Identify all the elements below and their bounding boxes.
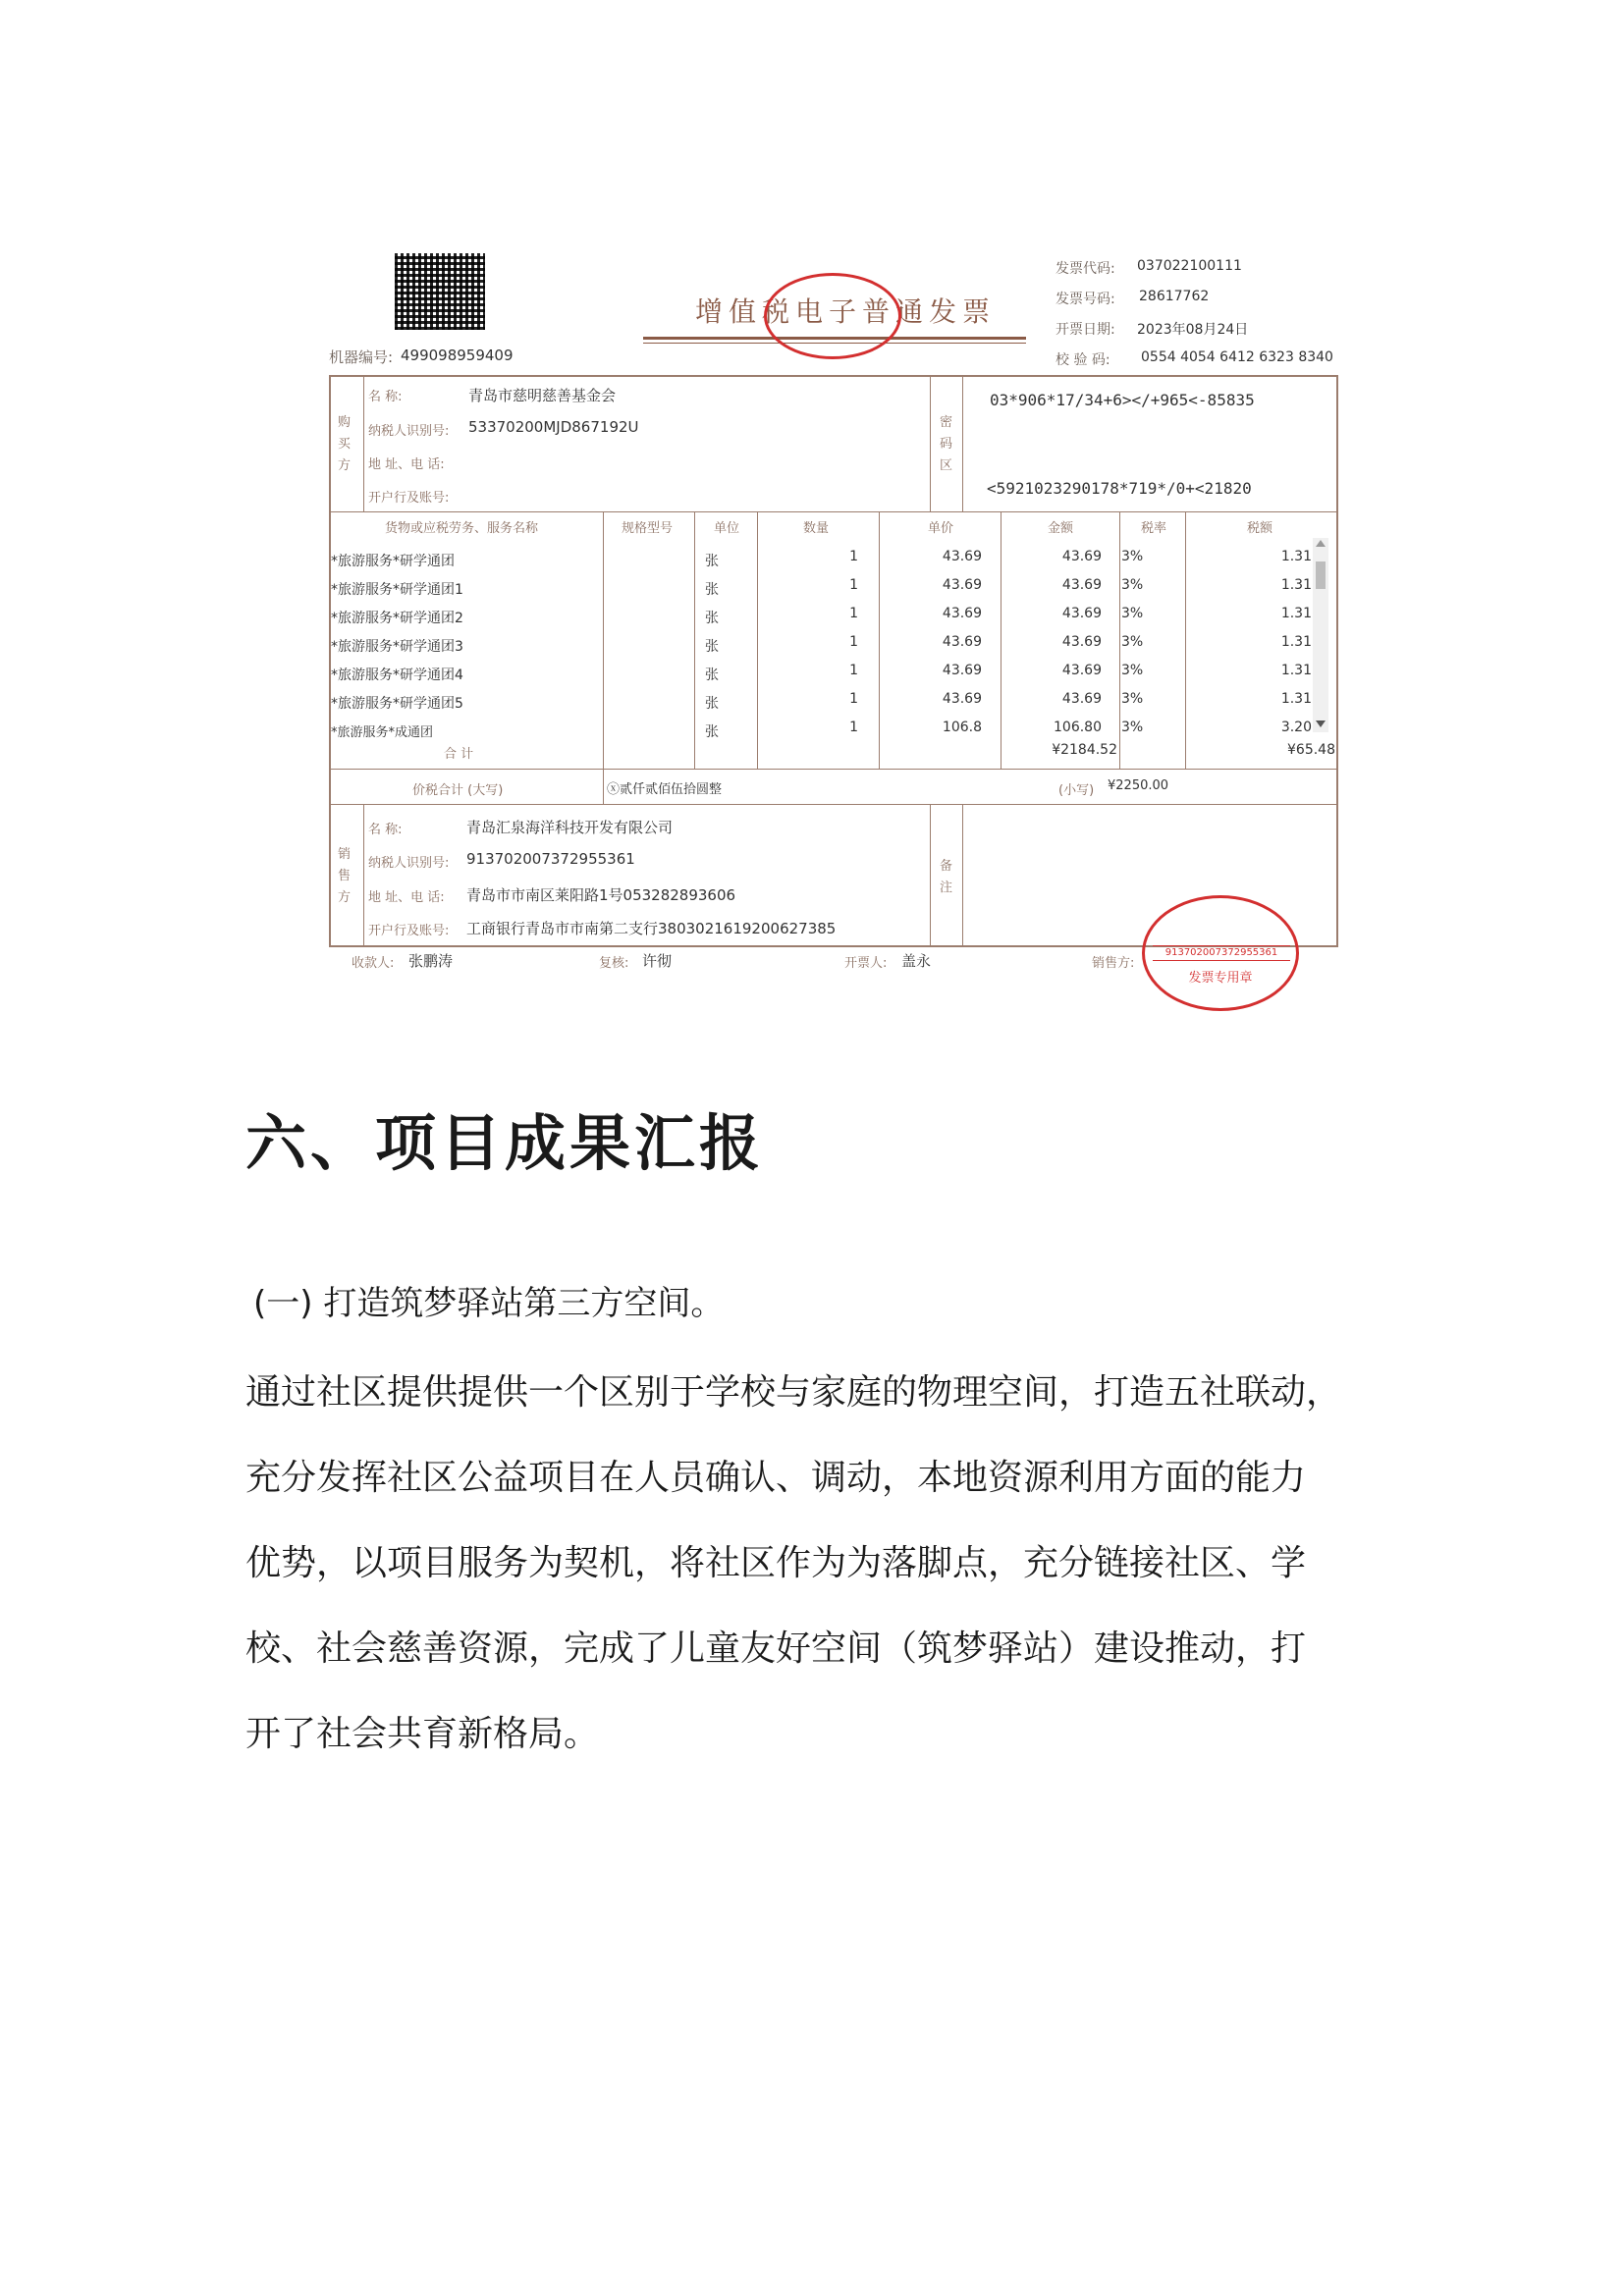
issue-date-label: 开票日期:	[1056, 322, 1115, 338]
item-name: *旅游服务*研学通团	[331, 554, 455, 569]
item-tax: 1.31	[1280, 634, 1312, 650]
item-tax: 1.31	[1280, 691, 1312, 707]
total-amount: ¥2184.52	[1052, 742, 1117, 758]
payee: 张鹏涛	[408, 952, 454, 970]
item-qty: 1	[849, 663, 858, 678]
item-tax: 1.31	[1280, 606, 1312, 621]
paragraph-line: 开了社会共育新格局。	[245, 1714, 600, 1754]
col-tax-header: 税额	[1247, 521, 1273, 536]
drawer: 盖永	[901, 952, 932, 970]
item-price: 43.69	[942, 634, 982, 650]
check-code: 0554 4054 6412 6323 8340	[1141, 349, 1333, 365]
item-unit: 张	[705, 667, 719, 683]
item-rate: 3%	[1121, 691, 1144, 707]
col-amount-header: 金额	[1048, 521, 1074, 536]
seller-addr-label: 地 址、电 话:	[368, 890, 445, 905]
item-rate: 3%	[1121, 720, 1144, 735]
cipher-line-2: <5921023290178*719*/0+<21820	[987, 479, 1252, 498]
invoice-seal	[1142, 895, 1299, 1011]
item-tax: 1.31	[1280, 577, 1312, 593]
invoice-title: 增值税电子普通发票	[695, 295, 997, 328]
item-rate: 3%	[1121, 663, 1144, 678]
check-code-label: 校 验 码:	[1056, 352, 1110, 368]
item-price: 43.69	[942, 691, 982, 707]
item-amount: 106.80	[1054, 720, 1102, 735]
item-price: 43.69	[942, 663, 982, 678]
item-price: 43.69	[942, 606, 982, 621]
item-unit: 张	[705, 724, 719, 740]
item-tax: 1.31	[1280, 549, 1312, 564]
item-qty: 1	[849, 634, 858, 650]
buyer-name-label: 名 称:	[368, 390, 403, 404]
item-qty: 1	[849, 691, 858, 707]
item-unit: 张	[705, 611, 719, 626]
machine-no-label: 机器编号:	[329, 348, 394, 366]
paragraph-line: 校、社会慈善资源，完成了儿童友好空间（筑梦驿站）建设推动，打	[245, 1629, 1307, 1669]
item-name: *旅游服务*研学通团1	[331, 582, 463, 598]
col-rate-header: 税率	[1141, 521, 1167, 536]
item-amount: 43.69	[1061, 691, 1102, 707]
col-name-header: 货物或应税劳务、服务名称	[385, 521, 539, 536]
seller-side-label: 销售方	[338, 847, 352, 905]
item-tax: 3.20	[1280, 720, 1312, 735]
machine-no: 499098959409	[401, 347, 514, 364]
invoice-number-label: 发票号码:	[1056, 292, 1115, 307]
item-unit: 张	[705, 639, 719, 655]
qr-code	[395, 253, 485, 330]
item-name: *旅游服务*研学通团3	[331, 639, 463, 655]
item-rate: 3%	[1121, 606, 1144, 621]
item-unit: 张	[705, 696, 719, 712]
item-qty: 1	[849, 549, 858, 564]
total-label: 合 计	[444, 747, 474, 762]
items-scrollbar[interactable]	[1313, 538, 1328, 732]
item-price: 106.8	[942, 720, 982, 735]
seller-name-label: 名 称:	[368, 823, 403, 837]
item-qty: 1	[849, 606, 858, 621]
scroll-up-arrow[interactable]	[1316, 540, 1326, 547]
buyer-name: 青岛市慈明慈善基金会	[468, 387, 617, 404]
item-name: *旅游服务*研学通团5	[331, 696, 463, 712]
buyer-tax-label: 纳税人识别号:	[368, 424, 450, 439]
paragraph-line: 通过社区提供提供一个区别于学校与家庭的物理空间，打造五社联动，	[245, 1372, 1342, 1413]
item-amount: 43.69	[1061, 634, 1102, 650]
grand-total-small-label: (小写)	[1058, 783, 1095, 798]
col-price-header: 单价	[928, 521, 954, 536]
seal-sub: 发票专用章	[1188, 971, 1253, 986]
invoice-number: 28617762	[1139, 289, 1210, 304]
item-name: *旅游服务*研学通团4	[331, 667, 463, 683]
item-amount: 43.69	[1061, 549, 1102, 564]
invoice-code-label: 发票代码:	[1056, 261, 1115, 277]
total-tax: ¥65.48	[1287, 742, 1335, 758]
scroll-thumb[interactable]	[1316, 561, 1326, 589]
col-spec-header: 规格型号	[622, 521, 674, 536]
issue-date: 2023年08月24日	[1137, 322, 1249, 338]
section-subheading: (一) 打造筑梦驿站第三方空间。	[253, 1284, 725, 1323]
item-qty: 1	[849, 720, 858, 735]
item-amount: 43.69	[1061, 577, 1102, 593]
paragraph-line: 优势，以项目服务为契机，将社区作为为落脚点，充分链接社区、学	[245, 1543, 1307, 1583]
item-price: 43.69	[942, 577, 982, 593]
item-rate: 3%	[1121, 634, 1144, 650]
grand-total-label: 价税合计 (大写)	[412, 783, 504, 798]
section-paragraph	[245, 1350, 1414, 1777]
item-amount: 43.69	[1061, 606, 1102, 621]
buyer-bank-label: 开户行及账号:	[368, 491, 450, 506]
seller-name: 青岛汇泉海洋科技开发有限公司	[466, 819, 674, 836]
col-qty-header: 数量	[803, 521, 830, 536]
seller-addr: 青岛市市南区莱阳路1号053282893606	[466, 886, 736, 904]
section-heading: 六、项目成果汇报	[245, 1107, 765, 1179]
grand-total-words: ⓧ贰仟贰佰伍拾圆整	[607, 782, 723, 797]
scroll-down-arrow[interactable]	[1316, 721, 1326, 727]
seller-bank-label: 开户行及账号:	[368, 924, 450, 938]
col-unit-header: 单位	[714, 521, 740, 536]
seal-number: 913702007372955361	[1153, 945, 1290, 961]
seller-bank: 工商银行青岛市市南第二支行3803021619200627385	[466, 920, 837, 937]
tax-bureau-stamp	[764, 273, 901, 359]
reviewer-label: 复核:	[599, 956, 629, 971]
reviewer: 许彻	[642, 952, 673, 970]
item-unit: 张	[705, 582, 719, 598]
item-name: *旅游服务*研学通团2	[331, 611, 463, 626]
item-unit: 张	[705, 554, 719, 569]
item-rate: 3%	[1121, 549, 1144, 564]
buyer-side-label: 购买方	[338, 415, 352, 473]
item-price: 43.69	[942, 549, 982, 564]
invoice-code: 037022100111	[1137, 258, 1242, 274]
payee-label: 收款人:	[352, 956, 395, 971]
drawer-label: 开票人:	[844, 956, 888, 971]
cipher-label: 密码区	[940, 415, 953, 473]
item-name: *旅游服务*成通团	[331, 725, 434, 740]
cipher-line-1: 03*906*17/34+6></+965<-85835	[990, 391, 1255, 409]
paragraph-line: 充分发挥社区公益项目在人员确认、调动，本地资源利用方面的能力	[245, 1458, 1307, 1498]
buyer-addr-label: 地 址、电 话:	[368, 457, 445, 472]
buyer-tax-id: 53370200MJD867192U	[468, 418, 639, 436]
item-rate: 3%	[1121, 577, 1144, 593]
seller-sign-label: 销售方:	[1092, 956, 1135, 971]
seller-tax-label: 纳税人识别号:	[368, 856, 450, 871]
grand-total-small: ¥2250.00	[1108, 778, 1169, 793]
item-qty: 1	[849, 577, 858, 593]
seller-tax-id: 913702007372955361	[466, 850, 635, 868]
item-amount: 43.69	[1061, 663, 1102, 678]
remark-label: 备注	[940, 859, 953, 895]
item-tax: 1.31	[1280, 663, 1312, 678]
